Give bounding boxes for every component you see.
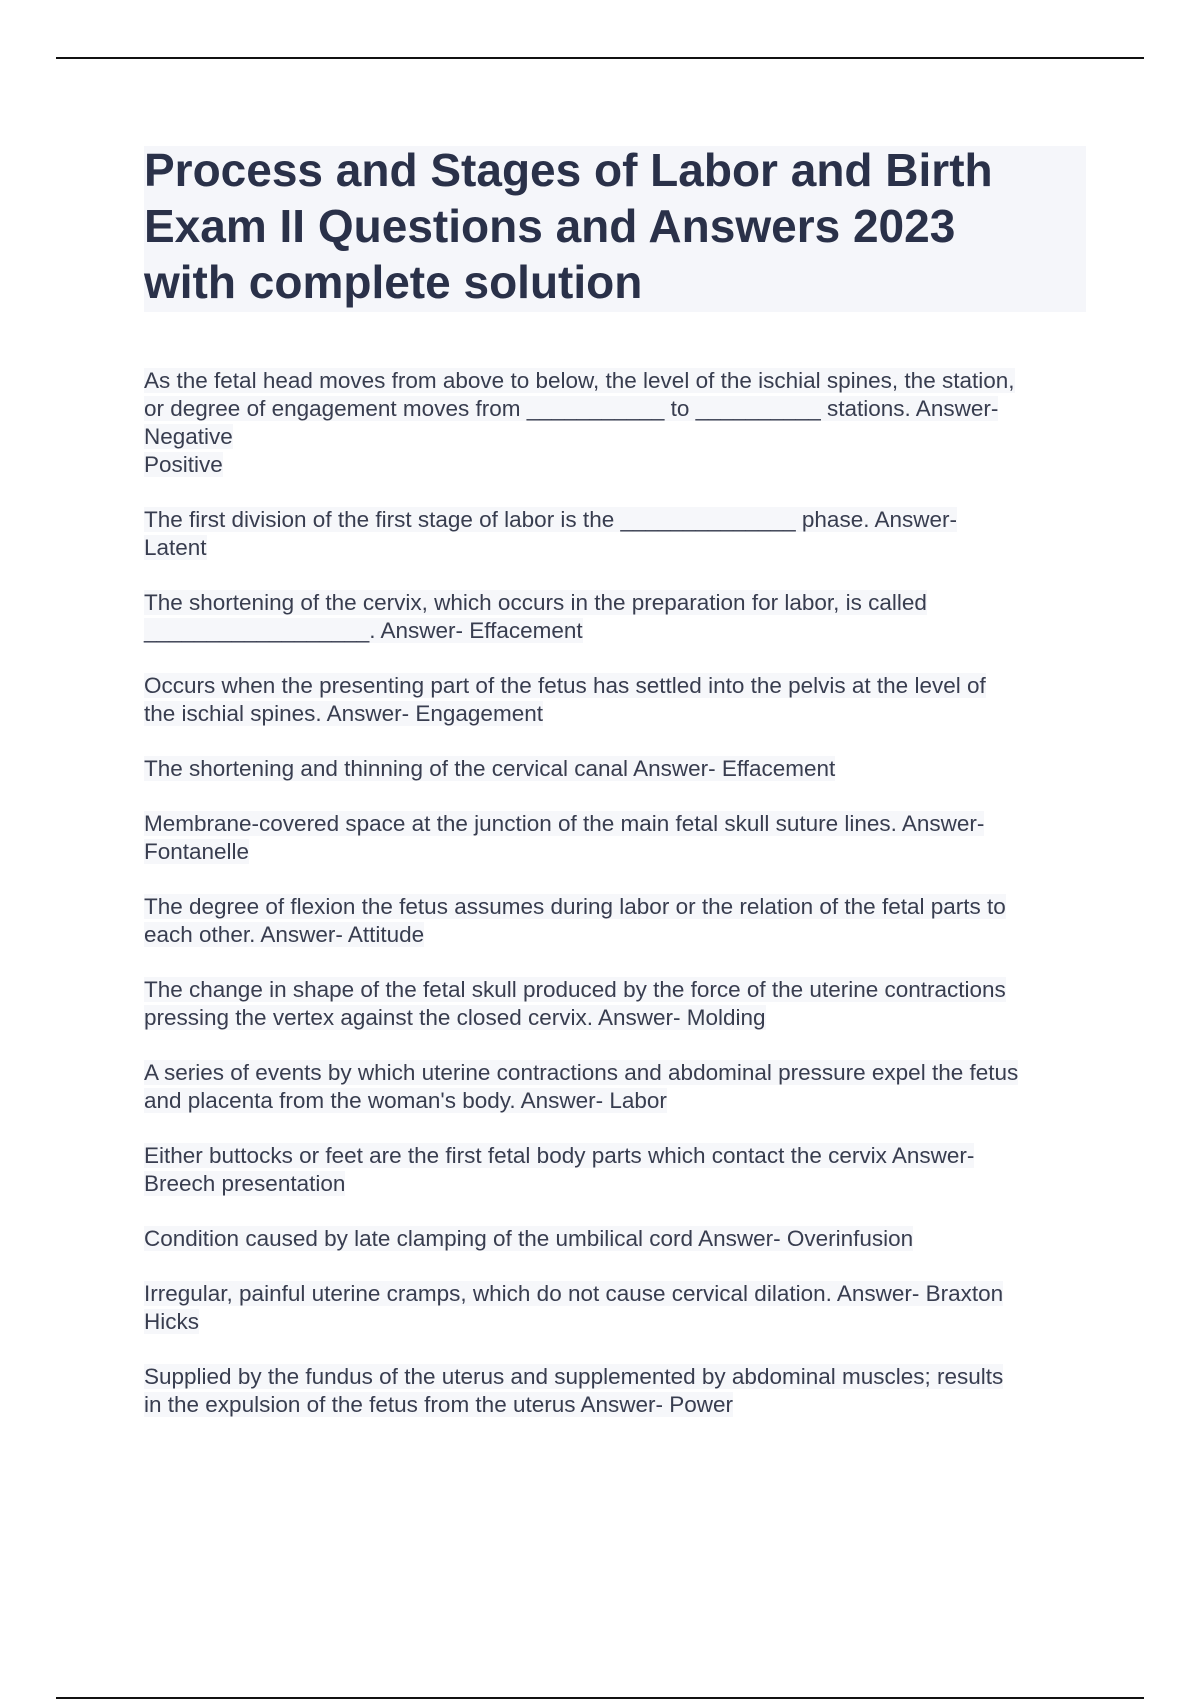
qa-item [144,1225,1094,1253]
qa-item-text: Condition caused by late clamping of the umbilical cord Answer- Overinfusion [144,1226,914,1251]
qa-item [144,755,1094,783]
qa-item-text: The shortening and thinning of the cervical canal Answer- Effacement [144,756,836,781]
qa-item-text: The first division of the first stage of labor is the ______________ phase. Answer- Latent [144,507,957,560]
qa-item [144,506,1094,562]
qa-item [144,367,1094,479]
bottom-rule [56,1697,1144,1699]
qa-item [144,893,1094,949]
document-title: Process and Stages of Labor and Birth Exam II Questions and Answers 2023 with complete solution [144,144,993,308]
qa-item [144,1142,1094,1198]
qa-item [144,1059,1094,1115]
qa-list [144,367,1094,1419]
qa-item [144,976,1094,1032]
qa-item [144,672,1094,728]
qa-item-text: Membrane-covered space at the junction of the main fetal skull suture lines. Answer- Fontanelle [144,811,985,864]
top-rule [56,57,1144,59]
qa-item-text: A series of events by which uterine contractions and abdominal pressure expel the fetus and placenta from the woman's body. Answer- Labor [144,1060,1019,1113]
qa-item-text: Occurs when the presenting part of the fetus has settled into the pelvis at the level of the ischial spines. Answer- Engagement [144,673,986,726]
qa-item [144,1363,1094,1419]
qa-item-text: The shortening of the cervix, which occurs in the preparation for labor, is called __________________. Answer- Effacement [144,590,927,643]
qa-item-text: The degree of flexion the fetus assumes during labor or the relation of the fetal parts to each other. Answer- Attitude [144,894,1006,947]
qa-item-text: Irregular, painful uterine cramps, which do not cause cervical dilation. Answer- Braxton Hicks [144,1281,1004,1334]
qa-item-text: As the fetal head moves from above to below, the level of the ischial spines, the station, or degree of engagement moves from ___________ to __________ stations. Answer- Negative Positive [144,368,1015,477]
title-block [144,146,1086,312]
qa-item [144,589,1094,645]
qa-item [144,1280,1094,1336]
qa-item-text: Either buttocks or feet are the first fetal body parts which contact the cervix Answer- Breech presentation [144,1143,975,1196]
qa-item [144,810,1094,866]
qa-item-text: Supplied by the fundus of the uterus and supplemented by abdominal muscles; results in the expulsion of the fetus from the uterus Answer- Power [144,1364,1004,1417]
qa-item-text: The change in shape of the fetal skull produced by the force of the uterine contractions pressing the vertex against the closed cervix. Answer- Molding [144,977,1006,1030]
